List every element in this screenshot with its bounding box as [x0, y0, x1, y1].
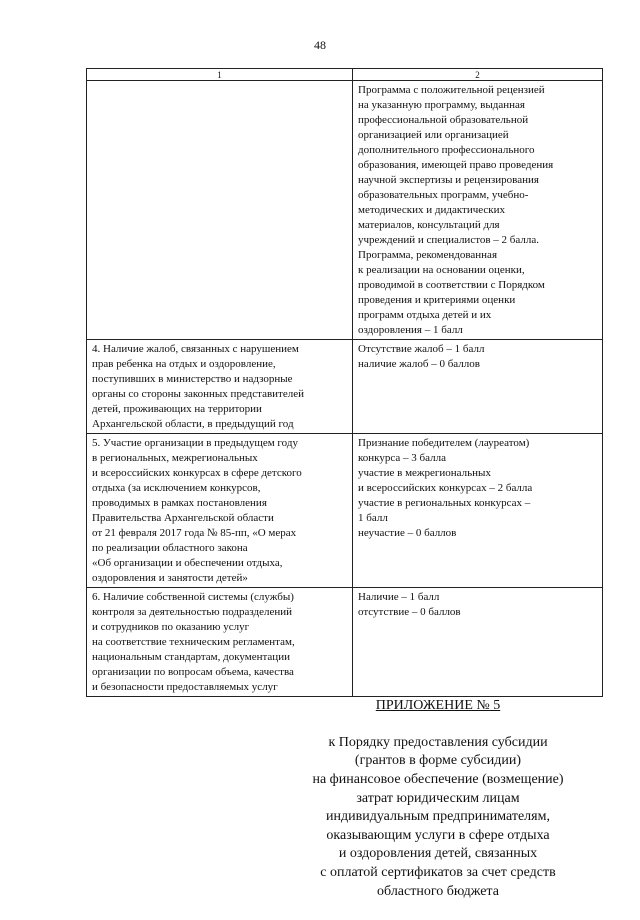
criterion-cell	[87, 81, 353, 340]
table-row	[87, 340, 603, 434]
criteria-table	[86, 68, 603, 697]
column-header-1: 1	[87, 69, 353, 81]
criterion-cell: 6. Наличие собственной системы (службы) контроля за деятельностью подразделений и сотрудников по оказанию услуг на соответствие техническим регламентам, национальным стандартам, документации организации по вопросам объема, качества и безопасности предоставляемых услуг	[87, 588, 353, 697]
criterion-cell: 5. Участие организации в предыдущем году в региональных, межрегиональных и всероссийских конкурсах в сфере детского отдыха (за исключением конкурсов, проводимых в рамках постановления Правительства Архангельской области от 21 февраля 2017 года № 85-пп, «О мерах по реализации областного закона «Об организации и обеспечении отдыха, оздоровления и занятости детей»	[87, 434, 353, 588]
annex-block	[300, 678, 576, 920]
score-cell: Программа с положительной рецензией на указанную программу, выданная профессиональной образовательной организацией или организацией дополнительного профессионального образования, имеющей право проведения научной экспертизы и рецензирования образовательных программ, учебно- методических и дидактических материалов, консультаций для учреждений и специалистов – 2 балла. Программа, рекомендованная к реализации на основании оценки, проводимой в соответствии с Порядком проведения и критериями оценки программ отдыха детей и их оздоровления – 1 балл	[353, 81, 603, 340]
annex-title: ПРИЛОЖЕНИЕ № 5	[375, 697, 501, 713]
table-row	[87, 81, 603, 340]
score-cell: Признание победителем (лауреатом) конкурса – 3 балла участие в межрегиональных и всероссийских конкурсах – 2 балла участие в региональных конкурсах – 1 балл неучастие – 0 баллов	[353, 434, 603, 588]
table-header-row	[87, 69, 603, 81]
page-number: 48	[314, 38, 326, 52]
score-cell: Отсутствие жалоб – 1 балл наличие жалоб – 0 баллов	[353, 340, 603, 434]
criterion-cell: 4. Наличие жалоб, связанных с нарушением прав ребенка на отдых и оздоровление, поступивших в министерство и надзорные органы со стороны законных представителей детей, проживающих на территории Архангельской области, в предыдущий год	[87, 340, 353, 434]
column-header-2: 2	[353, 69, 603, 81]
table-row	[87, 434, 603, 588]
annex-text: к Порядку предоставления субсидии (грантов в форме субсидии) на финансовое обеспечение (возмещение) затрат юридическим лицам индивидуальным предпринимателям, оказывающим услуги в сфере отдыха и оздоровления детей, связанных с оплатой сертификатов за счет средств областного бюджета	[312, 734, 564, 899]
score-cell: Наличие – 1 балл отсутствие – 0 баллов	[353, 588, 603, 697]
